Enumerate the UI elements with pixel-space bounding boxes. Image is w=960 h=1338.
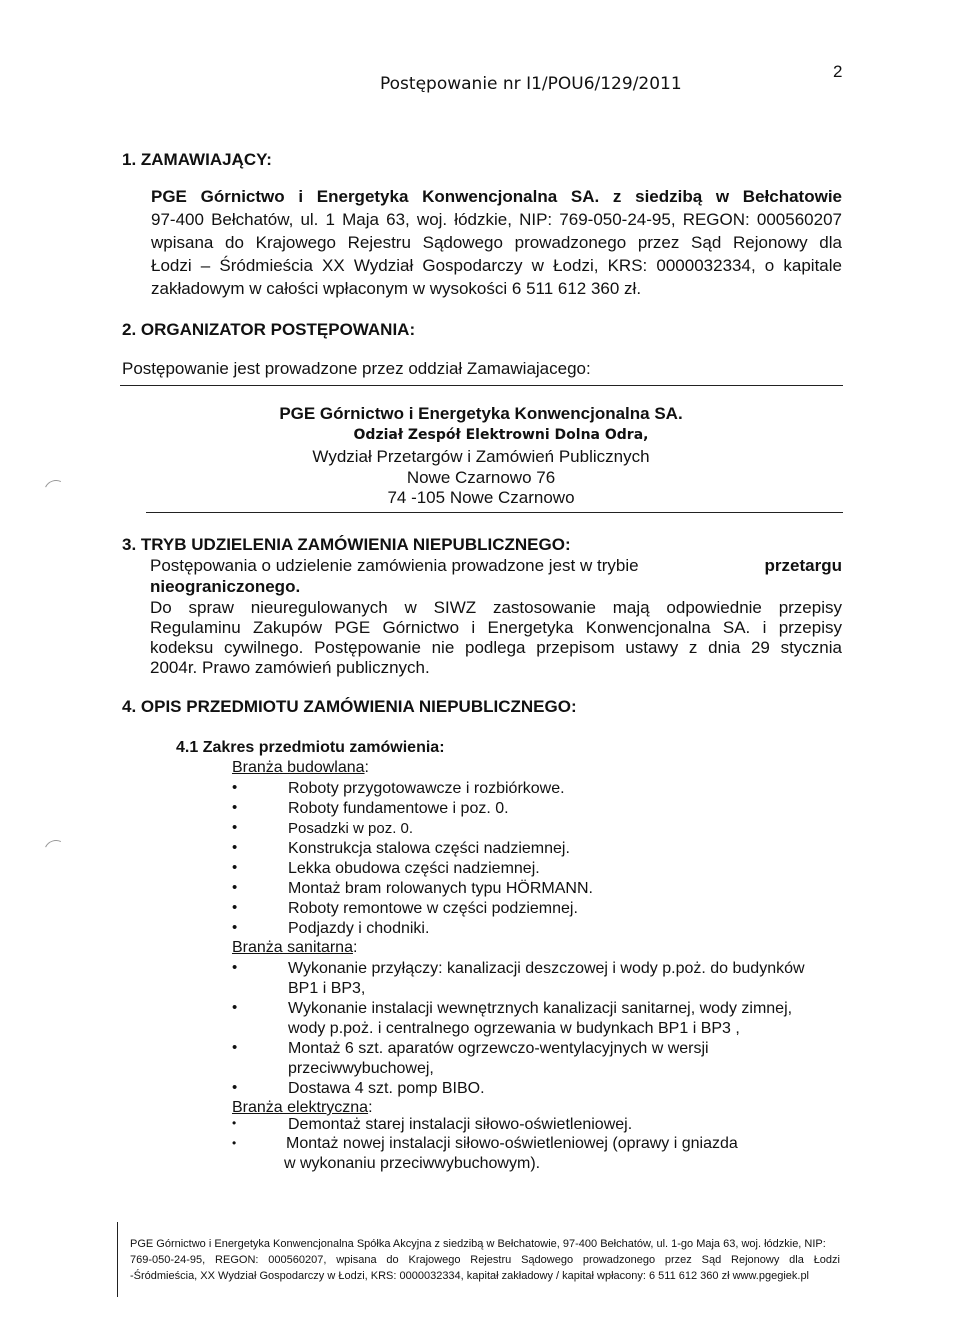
section-3-body — [150, 555, 842, 679]
section-1-line: PGE Górnictwo i Energetyka Konwencjonalna SA. z siedzibą w Bełchatowie — [151, 187, 842, 206]
list-item-line: przeciwwybuchowej, — [288, 1060, 434, 1077]
branch-sanitary-label — [232, 939, 357, 957]
footer-line: PGE Górnictwo i Energetyka Konwencjonalna Spółka Akcyjna z siedzibą w Bełchatowie, 97-400 Bełchatów, ul. 1-go Maja 63, woj. łódzkie, NIP: — [130, 1238, 826, 1250]
list-item — [288, 1039, 709, 1079]
bullet: • — [232, 919, 238, 936]
list-item: Podjazdy i chodniki. — [288, 920, 430, 937]
section-3-line — [150, 555, 842, 577]
org-department: Wydział Przetargów i Zamówień Publicznych — [312, 447, 650, 466]
section-3-text: Postępowania o udzielenie zamówienia prowadzone jest w trybie — [150, 556, 639, 575]
bullet: • — [232, 959, 238, 976]
list-item — [288, 1115, 632, 1135]
list-item: Montaż bram rolowanych typu HÖRMANN. — [288, 880, 593, 897]
footer-line: 769-050-24-95, REGON: 000560207, wpisana do Krajowego Rejestru Sądowego prowadzonego przez Sąd Rejonowy dla Łodzi — [130, 1254, 840, 1266]
colon: : — [364, 759, 369, 776]
list-item-line: Demontaż starej instalacji siłowo-oświetleniowej. — [288, 1116, 633, 1133]
section-3-line: 2004r. Prawo zamówień publicznych. — [150, 658, 430, 677]
list-item-line: Montaż nowej instalacji siłowo-oświetleniowej (oprawy i gniazda — [286, 1135, 738, 1152]
colon: : — [352, 939, 358, 956]
bullet: • — [232, 899, 238, 916]
section-3-bold-line: nieograniczonego. — [150, 577, 301, 596]
footer-text — [130, 1236, 840, 1284]
list-item: Roboty fundamentowe i poz. 0. — [288, 800, 509, 817]
org-postal: 74 -105 Nowe Czarnowo — [387, 488, 575, 507]
section-1-line: 97-400 Bełchatów, ul. 1 Maja 63, woj. łódzkie, NIP: 769-050-24-95, REGON: 000560207 — [151, 210, 842, 229]
section-3-bold: przetargu — [764, 556, 842, 575]
punch-mark — [41, 477, 72, 508]
branch-building-label — [232, 759, 369, 777]
divider-top — [120, 385, 843, 386]
list-item — [288, 959, 805, 999]
bullet: • — [232, 839, 238, 856]
list-item-line: w wykonaniu przeciwwybuchowym). — [284, 1155, 541, 1172]
bullet: • — [232, 999, 238, 1016]
section-1-title: 1. ZAMAWIAJĄCY: — [122, 150, 272, 169]
list-item: Roboty remontowe w części podziemnej. — [288, 900, 578, 917]
list-item: Konstrukcja stalowa części nadziemnej. — [288, 840, 570, 857]
list-item — [286, 1134, 738, 1174]
section-1-body — [151, 186, 842, 300]
list-item-line: BP1 i BP3, — [288, 980, 366, 997]
section-1-line: zakładowym w całości wpłaconym w wysokości 6 511 612 360 zł. — [151, 279, 642, 298]
section-4-1-title: 4.1 Zakres przedmiotu zamówienia: — [176, 739, 445, 756]
list-item-line: Montaż 6 szt. aparatów ogrzewczo-wentylacyjnych w wersji — [288, 1040, 709, 1057]
bullet: • — [232, 799, 238, 816]
bullet: • — [232, 859, 238, 876]
section-3-title: 3. TRYB UDZIELENIA ZAMÓWIENIA NIEPUBLICZNEGO: — [122, 535, 571, 554]
section-1-line: wpisana do Krajowego Rejestru Sądowego prowadzonego przez Sąd Rejonowy dla — [151, 233, 842, 252]
bullet: • — [232, 1039, 238, 1056]
org-name: PGE Górnictwo i Energetyka Konwencjonalna SA. — [279, 404, 683, 423]
list-item — [288, 1079, 485, 1099]
branch-electric-text: Branża elektryczna — [232, 1099, 369, 1116]
list-item-line: Dostawa 4 szt. pomp BIBO. — [288, 1080, 485, 1097]
footer-bar — [117, 1222, 118, 1297]
procedure-number: Postępowanie nr I1/POU6/129/2011 — [380, 74, 682, 94]
divider-bottom — [146, 512, 843, 513]
section-3-line: Do spraw nieuregulowanych w SIWZ zastosowanie mają odpowiednie przepisy — [150, 598, 842, 617]
bullet: • — [232, 1079, 238, 1096]
branch-sanitary-text: Branża sanitarna — [232, 939, 353, 956]
bullet: • — [232, 1116, 237, 1130]
section-1-line: Łodzi – Śródmieścia XX Wydział Gospodarczy w Łodzi, KRS: 0000032334, o kapitale — [151, 256, 842, 275]
bullet: • — [232, 879, 238, 896]
org-branch: Odział Zespół Elektrowni Dolna Odra, — [353, 427, 649, 443]
branch-building-text: Branża budowlana — [232, 759, 365, 776]
list-item-line: Wykonanie instalacji wewnętrznych kanalizacji sanitarnej, wody zimnej, — [288, 1000, 793, 1017]
list-item: Roboty przygotowawcze i rozbiórkowe. — [288, 780, 565, 797]
section-4-title: 4. OPIS PRZEDMIOTU ZAMÓWIENIA NIEPUBLICZNEGO: — [122, 697, 577, 716]
section-3-line: Regulaminu Zakupów PGE Górnictwo i Energetyka Konwencjonalna SA. i przepisy — [150, 618, 842, 637]
org-city: Nowe Czarnowo 76 — [406, 468, 556, 487]
list-item — [288, 999, 792, 1039]
page-number: 2 — [833, 62, 843, 81]
section-2-title: 2. ORGANIZATOR POSTĘPOWANIA: — [122, 320, 416, 339]
bullet: • — [232, 1136, 237, 1150]
list-item-line: Wykonanie przyłączy: kanalizacji deszczowej i wody p.poż. do budynków — [288, 960, 805, 977]
footer-line: -Śródmieścia, XX Wydział Gospodarczy w Łodzi, KRS: 0000032334, kapitał zakładowy / kapitał wpłacony: 6 511 612 360 zł www.pgegiek.pl — [130, 1270, 810, 1282]
bullet: • — [232, 779, 238, 796]
list-item: Posadzki w poz. 0. — [288, 820, 414, 837]
bullet: • — [232, 819, 238, 836]
colon: : — [368, 1099, 373, 1116]
section-2-intro: Postępowanie jest prowadzone przez oddział Zamawiajacego: — [122, 359, 591, 378]
list-item: Lekka obudowa części nadziemnej. — [288, 860, 540, 877]
punch-mark — [41, 837, 72, 868]
list-item-line: wody p.poż. i centralnego ogrzewania w budynkach BP1 i BP3 , — [288, 1020, 740, 1037]
section-3-line: kodeksu cywilnego. Postępowanie nie podlega przepisom ustawy z dnia 29 stycznia — [150, 638, 842, 657]
